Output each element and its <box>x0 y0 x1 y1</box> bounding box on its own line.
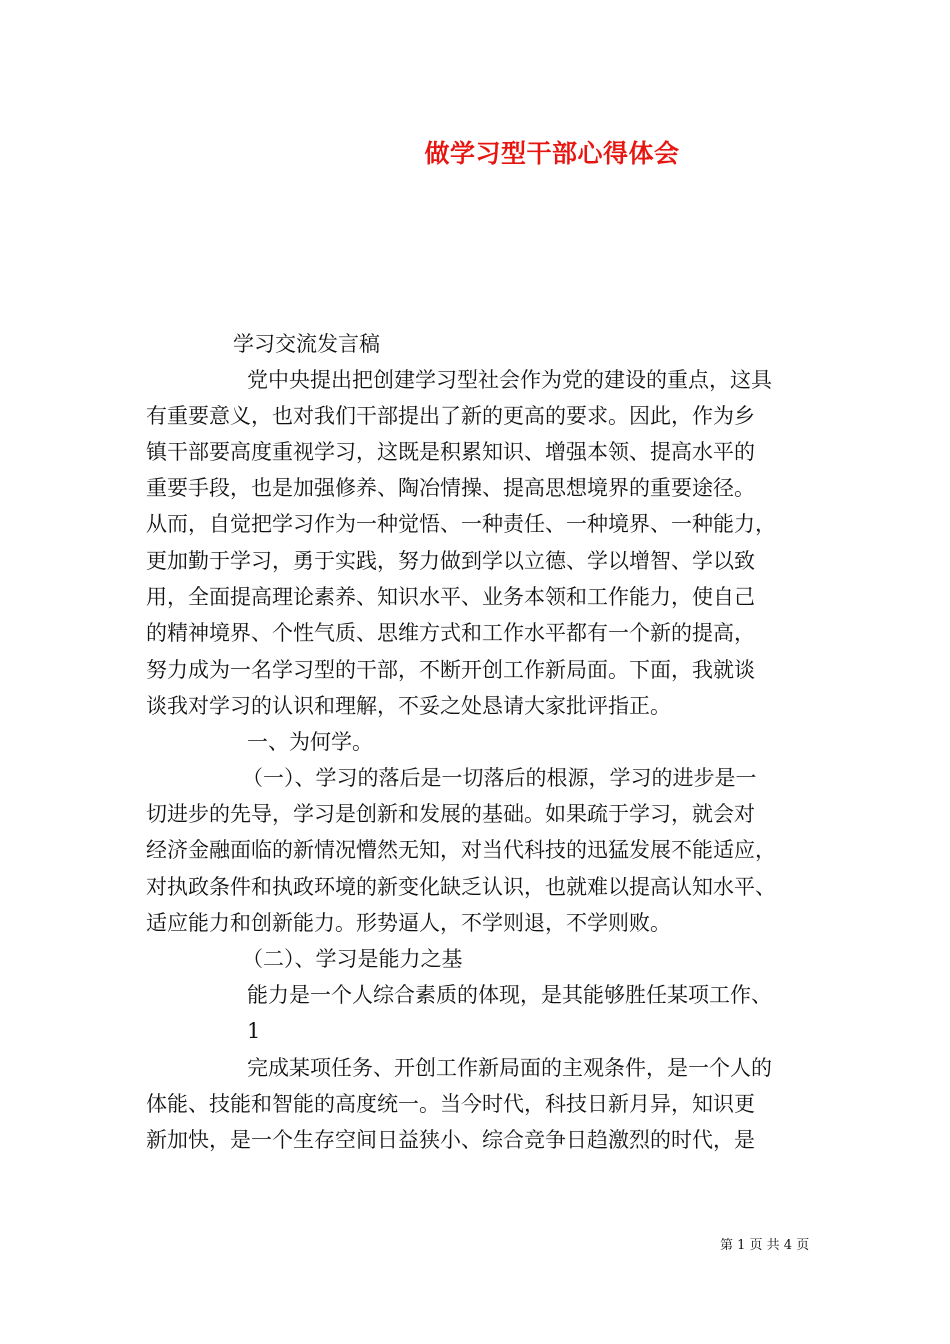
text-line: 从而，自觉把学习作为一种觉悟、一种责任、一种境界、一种能力， <box>146 512 776 536</box>
text-line: 完成某项任务、开创工作新局面的主观条件，是一个人的 <box>247 1056 772 1080</box>
text-line: 切进步的先导，学习是创新和发展的基础。如果疏于学习，就会对 <box>146 802 755 826</box>
page-footer: 第 1 页 共 4 页 <box>720 1238 810 1253</box>
section-heading: 一、为何学。 <box>247 730 373 754</box>
text-line: 用，全面提高理论素养、知识水平、业务本领和工作能力，使自己 <box>146 585 755 609</box>
inline-number: 1 <box>247 1019 261 1043</box>
text-line: 努力成为一名学习型的干部，不断开创工作新局面。下面，我就谈 <box>146 658 755 682</box>
text-line: 体能、技能和智能的高度统一。当今时代，科技日新月异，知识更 <box>146 1092 755 1116</box>
text-line: 党中央提出把创建学习型社会作为党的建设的重点，这具 <box>247 368 772 392</box>
text-line: 有重要意义，也对我们干部提出了新的更高的要求。因此，作为乡 <box>146 404 755 428</box>
text-line: 新加快，是一个生存空间日益狭小、综合竞争日趋激烈的时代，是 <box>146 1128 755 1152</box>
text-line: 能力是一个人综合素质的体现，是其能够胜任某项工作、 <box>247 983 772 1007</box>
text-line: 更加勤于学习，勇于实践，努力做到学以立德、学以增智、学以致 <box>146 549 755 573</box>
subsection-heading: （二）、学习是能力之基 <box>242 947 463 971</box>
text-line: 适应能力和创新能力。形势逼人，不学则退，不学则败。 <box>146 911 671 935</box>
subsection-heading: （一）、学习的落后是一切落后的根源，学习的进步是一 <box>242 766 757 790</box>
text-line: 对执政条件和执政环境的新变化缺乏认识，也就难以提高认知水平、 <box>146 875 776 899</box>
text-line: 镇干部要高度重视学习，这既是积累知识、增强本领、提高水平的 <box>146 440 755 464</box>
document-title: 做学习型干部心得体会 <box>424 139 680 168</box>
text-line: 学习交流发言稿 <box>233 332 380 356</box>
text-line: 谈我对学习的认识和理解，不妥之处恳请大家批评指正。 <box>146 694 671 718</box>
text-line: 经济金融面临的新情况懵然无知，对当代科技的迅猛发展不能适应， <box>146 838 776 862</box>
text-line: 的精神境界、个性气质、思维方式和工作水平都有一个新的提高， <box>146 621 755 645</box>
text-line: 重要手段，也是加强修养、陶冶情操、提高思想境界的重要途径。 <box>146 476 755 500</box>
